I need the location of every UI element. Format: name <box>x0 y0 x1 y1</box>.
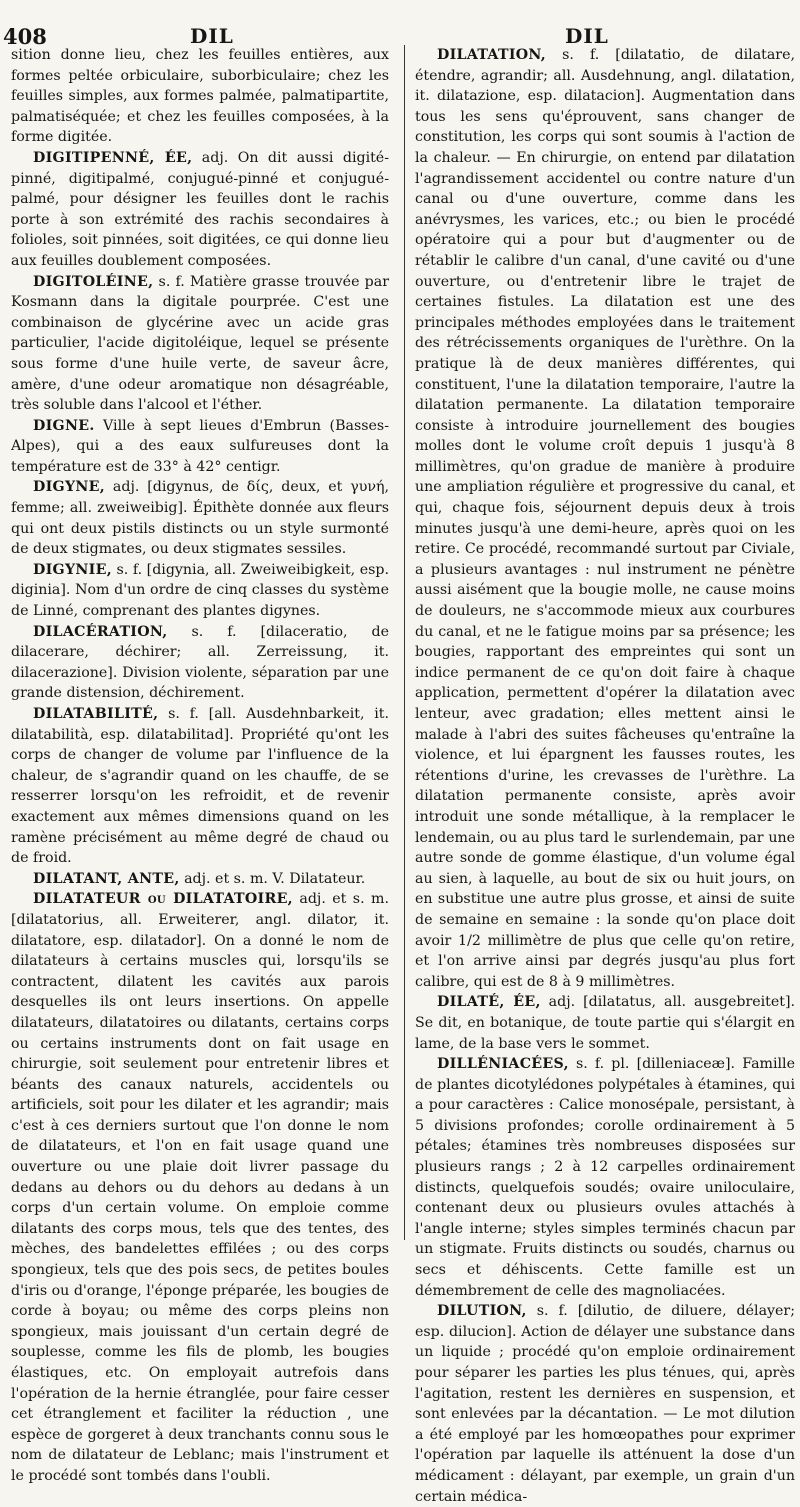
entry-text: adj. et s. m. [dilatatorius, all. Erweiterer, angl. dilator, it. dilatatore, esp. dilatador]. On a donné le nom de dilatateurs à certains muscles qui, lorsqu'ils se contractent, dilatent les cavités aux parois desquelles ils ont leurs insertions. On appelle dilatateurs, dilatatoires ou dilatants, certains corps ou certains instruments dont on fait usage en chirurgie, soit seulement pour entretenir libres et béants des canaux naturels, accidentels ou artificiels, soit pour les dilater et les agrandir; mais c'est à ces derniers surtout que l'on donne le nom de dilatateurs, et l'on en fait usage quand une ouverture ou une plaie doit livrer passage du dedans au dehors ou du dehors au dedans à un corps d'un certain volume. On emploie comme dilatants des corps mous, tels que des tentes, des mèches, des bandelettes effilées ; ou des corps spongieux, tels que des pois secs, de petites boules d'iris ou d'orange, l'éponge préparée, les bougies de corde à boyau; ou même des corps pleins non spongieux, mais jouissant d'un certain degré de souplesse, comme les fils de plomb, les bougies élastiques, etc. On employait autrefois dans l'opération de la hernie étranglée, pour faire cesser cet étranglement et faciliter la réduction , une espèce de gorgeret à deux tranchants connu sous le nom de dilatateur de Leblanc; mais l'instrument et le procédé sont tombés dans l'oubli. <box>11 891 390 1484</box>
entry-text: adj. [digynus, de δίς, deux, et γυνή, femme; all. zweiweibig]. Épithète donnée aux fleurs qui ont deux pistils distincts ou un style surmonté de deux stigmates, ou deux stigmates sessiles. <box>11 479 389 558</box>
dictionary-entry <box>415 992 795 1054</box>
entry-text: s. f. [digynia, all. Zweiweibigkeit, esp. diginia]. Nom d'un ordre de cinq classes du système de Linné, comprenant des plantes digynes. <box>11 561 389 620</box>
entry-headword: DILLÉNIACÉES, <box>437 1056 569 1073</box>
entry-headword: DILATABILITÉ, <box>33 706 159 722</box>
entry-text: adj. et s. m. V. Dilatateur. <box>179 870 366 887</box>
entry-headword: DIGYNE, <box>33 479 106 496</box>
entry-text: s. f. Matière grasse trouvée par Kosmann dans la digitale pourprée. C'est une combinaison de glycérine avec un acide gras particulier, l'acide digitoléique, lequel se présente sous forme d'une huile verte, de saveur âcre, amère, d'une odeur aromatique non désagréable, très soluble dans l'alcool et l'éther. <box>11 273 389 414</box>
entry-headword: DIGYNIE, <box>33 561 112 578</box>
dictionary-entry <box>11 416 389 478</box>
dictionary-entry <box>11 889 389 1486</box>
column-divider <box>404 45 405 1240</box>
dictionary-entry <box>11 560 389 622</box>
entry-continuation <box>11 45 389 148</box>
dictionary-entry <box>11 869 389 890</box>
entry-text: s. f. [dilaceratio, de dilacerare, déchirer; all. Zerreissung, it. dilacerazione]. Division violente, séparation par une grande distension, déchirement. <box>11 623 389 702</box>
page-number: 408 <box>3 24 47 49</box>
entry-headword: DIGNE. <box>33 417 95 434</box>
entry-text: Ville à sept lieues d'Embrun (Basses-Alpes), qui a des eaux sulfureuses dont la température est de 33° à 42° centigr. <box>11 417 389 475</box>
running-head-right: DIL <box>565 24 609 48</box>
entry-text: adj. [dilatatus, all. ausgebreitet]. Se dit, en botanique, de toute partie qui s'élargit en lame, de la base vers le sommet. <box>415 994 795 1052</box>
entry-headword: DILACÉRATION, <box>33 623 168 640</box>
dictionary-entry <box>415 45 795 992</box>
entry-text: adj. On dit aussi digité-pinné, digitipalmé, conjugué-pinné et conjugué-palmé, pour désigner les feuilles dont le rachis porte à son extrémité des rachis secondaires à folioles, soit pinnées, soit digitées, ce qui donne lieu aux feuilles doublement composées. <box>11 149 389 269</box>
entry-text: sition donne lieu, chez les feuilles entières, aux formes peltée orbiculaire, suborbiculaire; chez les feuilles simples, aux formes palmée, palmatipartite, palmatiséquée; et chez les feuilles composées, à la forme digitée. <box>11 47 389 146</box>
entry-headword: DILATANT, ANTE, <box>33 870 180 887</box>
entry-text: s. f. [dilutio, de diluere, délayer; esp. dilucion]. Action de délayer une substance dans un liquide ; procédé qu'on emploie ordinairement pour séparer les parties les plus ténues, qui, après l'agitation, restent les dernières en suspension, et sont enlevées par la décantation. — Le mot dilution a été employé par les homœopathes pour exprimer l'opération par laquelle ils atténuent la dose d'un médicament : délayant, par exemple, un grain d'un certain médica- <box>415 1303 795 1505</box>
entry-headword: DIGITIPENNÉ, ÉE, <box>33 149 193 166</box>
entry-text: s. f. [all. Ausdehnbarkeit, it. dilatabilità, esp. dilatabilitad]. Propriété qu'ont les corps de changer de volume par l'influence de la chaleur, de s'agrandir quand on les chauffe, de se resserrer lorsqu'on les refroidit, et de revenir exactement aux mêmes dimensions quand on les ramène précisément au même degré de chaud ou de froid. <box>11 706 389 867</box>
entry-text: s. f. pl. [dilleniaceæ]. Famille de plantes dicotylédones polypétales à étamines, qui a pour caractères : Calice monosépale, persistant, à 5 divisions profondes; corolle ordinairement à 5 pétales; étamines très nombreuses disposées sur plusieurs rangs ; 2 à 12 carpelles ordinairement distincts, quelquefois soudés; ovaire uniloculaire, contenant deux ou plusieurs ovules attachés à l'angle interne; styles simples terminés chacun par un stigmate. Fruits distincts ou soudés, charnus ou secs et déhiscents. Cette famille est un démembrement de celle des magnoliacées. <box>415 1056 795 1299</box>
dictionary-entry <box>11 704 389 869</box>
entry-headword: DILUTION, <box>437 1303 527 1320</box>
entry-headword: DIGITOLÉINE, <box>33 273 154 290</box>
entry-text: s. f. [dilatatio, de dilatare, étendre, agrandir; all. Ausdehnung, angl. dilatation, it. dilatazione, esp. dilatacion]. Augmentation dans tous les sens qu'éprouvent, sans changer de constitution, les corps qui sont soumis à l'action de la chaleur. — En chirurgie, on entend par dilatation l'agrandissement accidentel ou contre nature d'un canal ou d'une ouverture, comme dans les anévrysmes, les varices, etc.; ou bien le procédé opératoire qui a pour but d'augmenter ou de rétablir le calibre d'un canal, d'une cavité ou d'une ouverture, ou d'entretenir libre le trajet de certaines fistules. La dilatation est une des principales méthodes employées dans le traitement des rétrécissements organiques de l'urèthre. On la pratique là de deux manières différentes, qui constituent, l'une la dilatation temporaire, l'autre la dilatation permanente. La dilatation temporaire consiste à introduire journellement des bougies molles dont le volume croît depuis 1 jusqu'à 8 millimètres, qu'on gradue de manière à produire une ampliation régulière et progressive du canal, et qui, chaque fois, séjournent depuis deux à trois minutes jusqu'à une demi-heure, après quoi on les retire. Ce procédé, recommandé surtout par Civiale, a plusieurs avantages : nul instrument ne pénètre aussi aisément que la bougie molle, ne cause moins de douleurs, ne s'accommode mieux aux courbures du canal, et ne le fatigue moins par sa présence; les bougies, rapportant des empreintes qui sont un indice permanent de ce qu'on doit faire à chaque application, permettent d'opérer la dilatation avec lenteur, avec gradation; elles mettent ainsi le malade à l'abri des suites fâcheuses qu'entraîne la violence, et lui épargnent les fausses routes, les rétentions d'urine, les crevasses de l'urèthre. La dilatation permanente consiste, après avoir introduit une sonde métallique, à la remplacer le lendemain, ou au plus tard le surlendemain, par une autre sonde de gomme élastique, d'un volume égal au sien, à laquelle, au bout de six ou huit jours, on en substitue une autre plus grosse, et ainsi de suite de semaine en semaine : la sonde qu'on place doit avoir 1/2 millimètre de plus que celle qu'on retire, et l'on arrive ainsi par degrés jusqu'au plus fort calibre, qui est de 8 à 9 millimètres. <box>415 47 795 990</box>
entry-headword: DILATÉ, ÉE, <box>437 994 541 1011</box>
dictionary-entry <box>11 272 389 416</box>
dictionary-entry <box>415 1301 795 1507</box>
left-column <box>11 45 389 1487</box>
dictionary-entry <box>11 477 389 559</box>
entry-headword: DILATATEUR ou DILATATOIRE, <box>33 891 293 908</box>
dictionary-entry <box>415 1054 795 1301</box>
entry-headword: DILATATION, <box>437 47 547 63</box>
dictionary-entry <box>11 622 389 704</box>
right-column <box>415 45 795 1507</box>
running-head-left: DIL <box>190 24 234 48</box>
dictionary-entry <box>11 148 389 272</box>
